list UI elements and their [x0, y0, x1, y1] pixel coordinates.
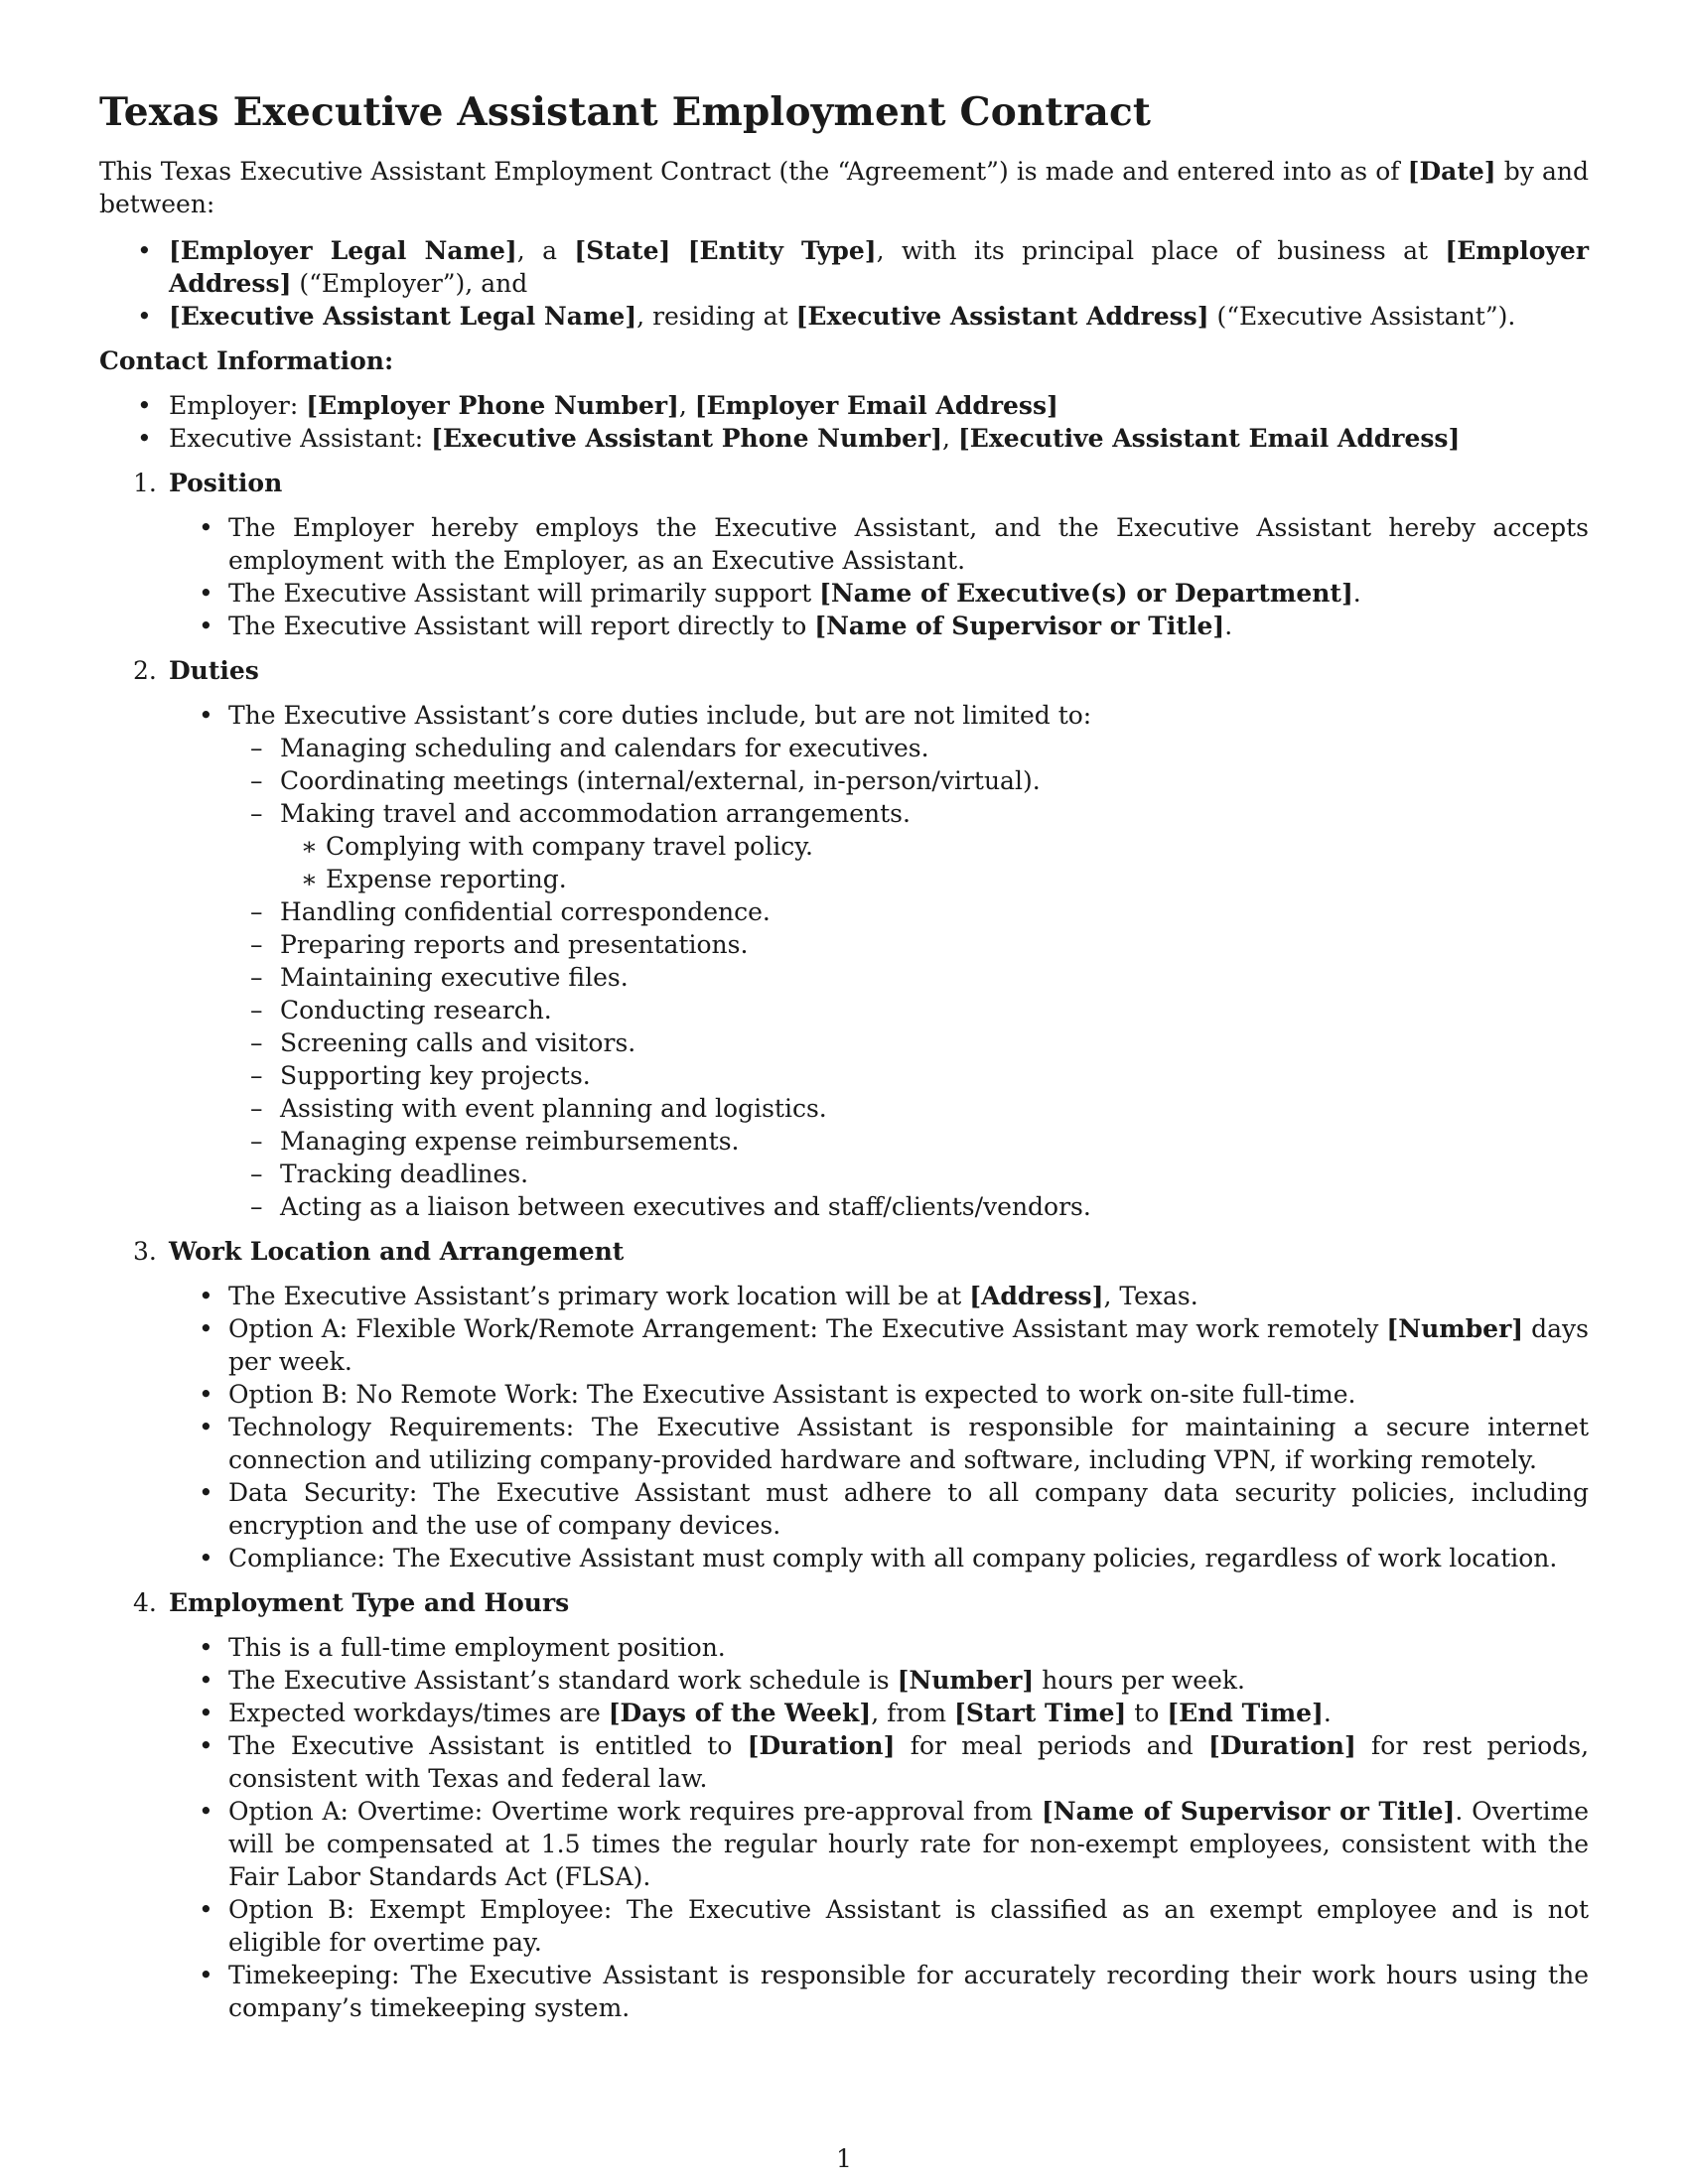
duty-item: – Handling confidential correspondence. — [228, 895, 1589, 928]
text: . — [1352, 579, 1361, 608]
duty-item: – Preparing reports and presentations. — [228, 928, 1589, 961]
supervisor-placeholder: [Name of Supervisor or Title] — [1041, 1797, 1456, 1826]
section-title: Position — [169, 469, 283, 497]
text: Employer: — [169, 391, 307, 420]
list-item — [169, 1729, 1589, 1795]
date-placeholder: [Date] — [1407, 157, 1496, 186]
assistant-name-placeholder: [Executive Assistant Legal Name] — [169, 302, 637, 331]
text: , — [942, 424, 958, 453]
list-item: • Technology Requirements: The Executive Assistant is responsible for maintaining a secure internet connection and utilizing company-provided hardware and software, including VPN, if working remotely. — [169, 1411, 1589, 1476]
list-item: • Option B: No Remote Work: The Executive Assistant is expected to work on-site full-time. — [169, 1378, 1589, 1411]
contact-assistant — [99, 422, 1589, 455]
duty-item — [228, 797, 1589, 895]
section-duties — [99, 654, 1589, 1223]
duration-placeholder: [Duration] — [747, 1731, 896, 1760]
duty-item: – Managing scheduling and calendars for executives. — [228, 732, 1589, 764]
list-item — [169, 1697, 1589, 1729]
number-placeholder: [Number] — [1386, 1314, 1524, 1343]
duty-subitem: ∗ Complying with company travel policy. — [280, 830, 1589, 863]
contact-heading: Contact Information: — [99, 346, 394, 375]
text: . Overtime will be compensated at 1.5 times the regular hourly rate for non-exempt employees, consistent with the Fair Labor Standards Act (FLSA). — [228, 1797, 1589, 1891]
text — [670, 236, 687, 265]
list-item: • Data Security: The Executive Assistant must adhere to all company data security policies, including encryption and the use of company devices. — [169, 1476, 1589, 1542]
duty-item: – Screening calls and visitors. — [228, 1026, 1589, 1059]
text: , a — [516, 236, 575, 265]
sections-list — [99, 467, 1589, 2024]
text: The Executive Assistant’s standard work schedule is — [228, 1666, 898, 1695]
section-title: Duties — [169, 656, 259, 685]
list-item — [169, 1664, 1589, 1697]
text: Executive Assistant: — [169, 424, 432, 453]
duties-sublist — [228, 732, 1589, 1223]
section-number: 4. — [133, 1588, 157, 1617]
text: , residing at — [636, 302, 796, 331]
text: (“Executive Assistant”). — [1208, 302, 1516, 331]
employer-phone-placeholder: [Employer Phone Number] — [306, 391, 679, 420]
list-item: • This is a full-time employment position. — [169, 1631, 1589, 1664]
duty-item: – Assisting with event planning and logistics. — [228, 1092, 1589, 1125]
text: (“Employer”), and — [291, 269, 528, 298]
text: The Executive Assistant’s core duties include, but are not limited to: — [228, 701, 1092, 730]
address-placeholder: [Address] — [969, 1282, 1104, 1310]
supervisor-placeholder: [Name of Supervisor or Title] — [814, 612, 1225, 640]
number-placeholder: [Number] — [897, 1666, 1035, 1695]
duties-list — [169, 699, 1589, 1223]
text: , — [678, 391, 695, 420]
text: The Executive Assistant will primarily support — [228, 579, 820, 608]
duty-item: – Tracking deadlines. — [228, 1158, 1589, 1190]
text: days per week. — [228, 1314, 1589, 1376]
text: Expected workdays/times are — [228, 1699, 609, 1727]
text: . — [1323, 1699, 1332, 1727]
travel-sublist — [280, 830, 1589, 895]
text: to — [1126, 1699, 1168, 1727]
list-item: • Compliance: The Executive Assistant must comply with all company policies, regardless of work location. — [169, 1542, 1589, 1574]
contact-employer — [99, 389, 1589, 422]
section-work-location — [99, 1235, 1589, 1574]
list-item — [169, 1312, 1589, 1378]
assistant-address-placeholder: [Executive Assistant Address] — [795, 302, 1209, 331]
section-number: 2. — [133, 656, 157, 685]
list-item: • Timekeeping: The Executive Assistant is responsible for accurately recording their work hours using the company’s timekeeping system. — [169, 1959, 1589, 2024]
section-title: Work Location and Arrangement — [169, 1237, 625, 1266]
text: . — [1224, 612, 1233, 640]
section-title: Employment Type and Hours — [169, 1588, 570, 1617]
text: Option A: Overtime: Overtime work requires pre-approval from — [228, 1797, 1042, 1826]
intro-text: This Texas Executive Assistant Employment Contract (the “Agreement”) is made and entered into as of — [99, 157, 1408, 186]
end-time-placeholder: [End Time] — [1167, 1699, 1324, 1727]
position-list — [169, 511, 1589, 642]
parties-list — [99, 234, 1589, 333]
employer-email-placeholder: [Employer Email Address] — [694, 391, 1058, 420]
list-item — [169, 610, 1589, 642]
list-item: • The Employer hereby employs the Executive Assistant, and the Executive Assistant hereby accepts employment with the Employer, as an Executive Assistant. — [169, 511, 1589, 577]
document-body — [99, 87, 1589, 2036]
employment-type-list — [169, 1631, 1589, 2024]
section-number: 3. — [133, 1237, 157, 1266]
employer-name-placeholder: [Employer Legal Name] — [169, 236, 517, 265]
text: , Texas. — [1103, 1282, 1198, 1310]
list-item — [169, 699, 1589, 1223]
executive-placeholder: [Name of Executive(s) or Department] — [819, 579, 1353, 608]
text: , from — [871, 1699, 954, 1727]
duty-item: – Maintaining executive files. — [228, 961, 1589, 994]
text: The Executive Assistant is entitled to — [228, 1731, 748, 1760]
duration-placeholder: [Duration] — [1208, 1731, 1356, 1760]
text: The Executive Assistant’s primary work location will be at — [228, 1282, 970, 1310]
work-location-list — [169, 1280, 1589, 1574]
duty-subitem: ∗ Expense reporting. — [280, 863, 1589, 895]
list-item — [169, 577, 1589, 610]
text: Making travel and accommodation arrangements. — [280, 799, 911, 828]
duty-item: – Conducting research. — [228, 994, 1589, 1026]
duty-item: – Coordinating meetings (internal/external, in-person/virtual). — [228, 764, 1589, 797]
contact-list — [99, 389, 1589, 455]
section-position — [99, 467, 1589, 642]
duty-item: – Acting as a liaison between executives and staff/clients/vendors. — [228, 1190, 1589, 1223]
text: for rest periods, consistent with Texas and federal law. — [228, 1731, 1590, 1793]
section-employment-type — [99, 1586, 1589, 2024]
assistant-phone-placeholder: [Executive Assistant Phone Number] — [431, 424, 943, 453]
intro-paragraph — [99, 155, 1589, 220]
section-number: 1. — [133, 469, 157, 497]
state-placeholder: [State] — [574, 236, 671, 265]
duty-item: – Managing expense reimbursements. — [228, 1125, 1589, 1158]
start-time-placeholder: [Start Time] — [954, 1699, 1127, 1727]
assistant-email-placeholder: [Executive Assistant Email Address] — [957, 424, 1461, 453]
text: hours per week. — [1034, 1666, 1245, 1695]
text: Option A: Flexible Work/Remote Arrangement: The Executive Assistant may work remotely — [228, 1314, 1387, 1343]
party-assistant — [99, 300, 1589, 333]
text: The Executive Assistant will report directly to — [228, 612, 815, 640]
duty-item: – Supporting key projects. — [228, 1059, 1589, 1092]
days-placeholder: [Days of the Week] — [608, 1699, 872, 1727]
entity-type-placeholder: [Entity Type] — [687, 236, 877, 265]
party-employer — [99, 234, 1589, 300]
list-item: • Option B: Exempt Employee: The Executive Assistant is classified as an exempt employee and is not eligible for overtime pay. — [169, 1893, 1589, 1959]
list-item — [169, 1280, 1589, 1312]
text: for meal periods and — [895, 1731, 1209, 1760]
intro-text-end: by and between: — [99, 157, 1590, 218]
page-number: 1 — [836, 2144, 852, 2173]
employer-address-placeholder: [Employer Address] — [169, 236, 1590, 298]
text: , with its principal place of business at — [876, 236, 1446, 265]
list-item — [169, 1795, 1589, 1893]
document-title: Texas Executive Assistant Employment Contract — [99, 89, 1152, 135]
